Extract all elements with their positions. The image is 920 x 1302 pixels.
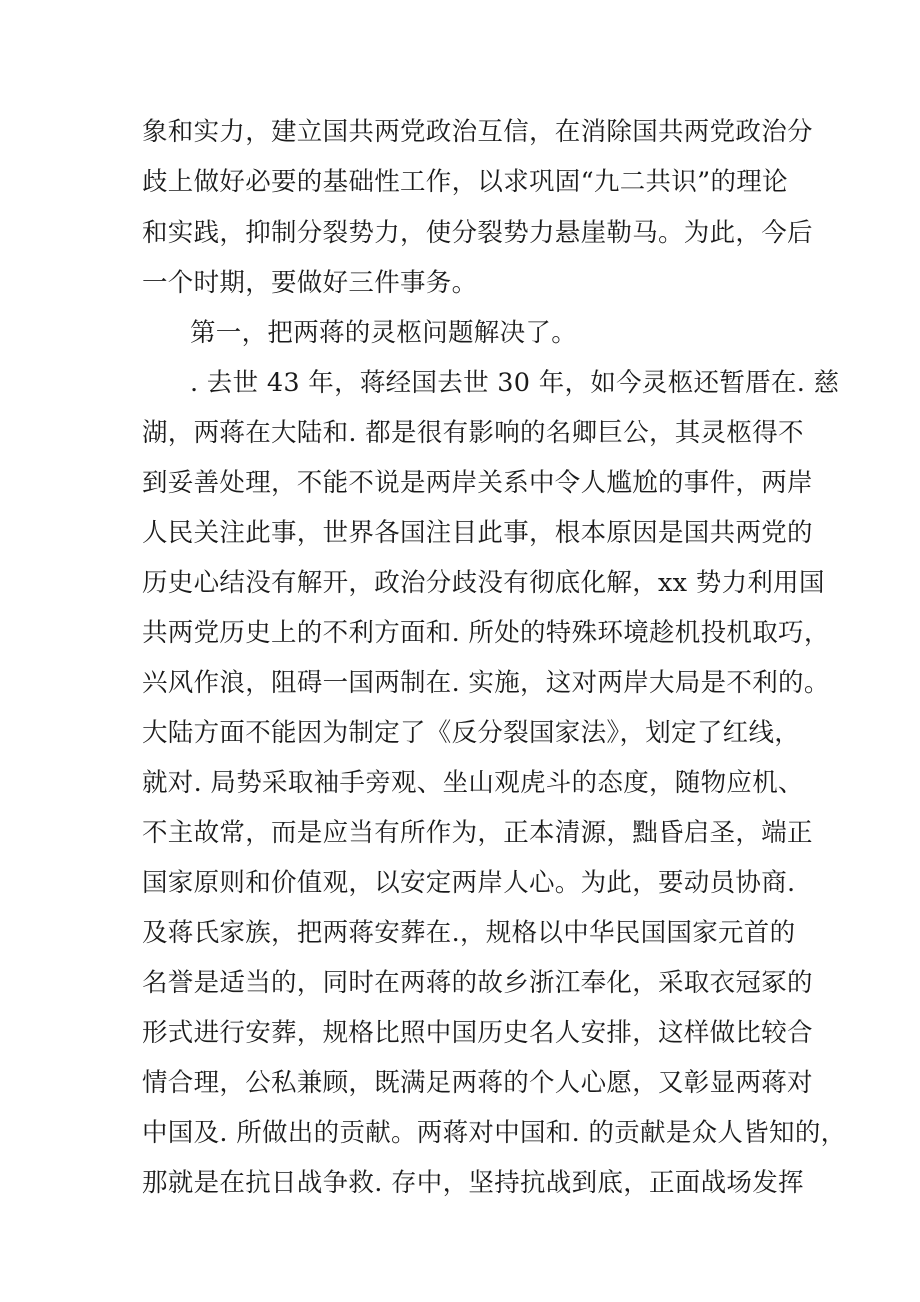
paragraph-line: . 去世 43 年，蒋经国去世 30 年，如今灵柩还暂厝在. 慈 [190,368,840,398]
paragraph-line: 象和实力，建立国共两党政治互信，在消除国共两党政治分 [142,117,813,147]
paragraph-line: 那就是在抗日战争救. 存中，坚持抗战到底，正面战场发挥 [142,1168,804,1198]
paragraph-line: 人民关注此事，世界各国注目此事，根本原因是国共两党的 [142,518,813,548]
paragraph-line: 情合理，公私兼顾，既满足两蒋的个人心愿，又彰显两蒋对 [142,1068,813,1098]
paragraph-line: 湖，两蒋在大陆和. 都是很有影响的名卿巨公，其灵柩得不 [142,418,804,448]
paragraph-line: 一个时期，要做好三件事务。 [142,268,478,298]
paragraph-line: 国家原则和价值观，以安定两岸人心。为此，要动员协商. [142,868,796,898]
paragraph-line: 就对. 局势采取袖手旁观、坐山观虎斗的态度，随物应机、 [142,768,804,798]
paragraph-line: 兴风作浪，阻碍一国两制在. 实施，这对两岸大局是不利的。 [142,668,830,698]
paragraph-line: 不主故常，而是应当有所作为，正本清源，黜昏启圣，端正 [142,818,813,848]
paragraph-line: 大陆方面不能因为制定了《反分裂国家法》，划定了红线， [142,718,801,748]
paragraph-line: 形式进行安葬，规格比照中国历史名人安排，这样做比较合 [142,1018,813,1048]
paragraph-line: 历史心结没有解开，政治分歧没有彻底化解，xx 势力利用国 [142,568,825,598]
section-heading: 第一，把两蒋的灵柩问题解决了。 [190,318,578,348]
paragraph-line: 中国及. 所做出的贡献。两蒋对中国和. 的贡献是众人皆知的， [142,1118,847,1148]
paragraph-line: 名誉是适当的，同时在两蒋的故乡浙江奉化，采取衣冠冢的 [142,968,813,998]
paragraph-line: 及蒋氏家族，把两蒋安葬在.，规格以中华民国国家元首的 [142,918,796,948]
paragraph-line: 和实践，抑制分裂势力，使分裂势力悬崖勒马。为此，今后 [142,218,813,248]
paragraph-line: 共两党历史上的不利方面和. 所处的特殊环境趁机投机取巧， [142,618,830,648]
paragraph-line: 歧上做好必要的基础性工作，以求巩固“九二共识”的理论 [142,167,788,197]
paragraph-line: 到妥善处理，不能不说是两岸关系中令人尴尬的事件，两岸 [142,468,813,498]
